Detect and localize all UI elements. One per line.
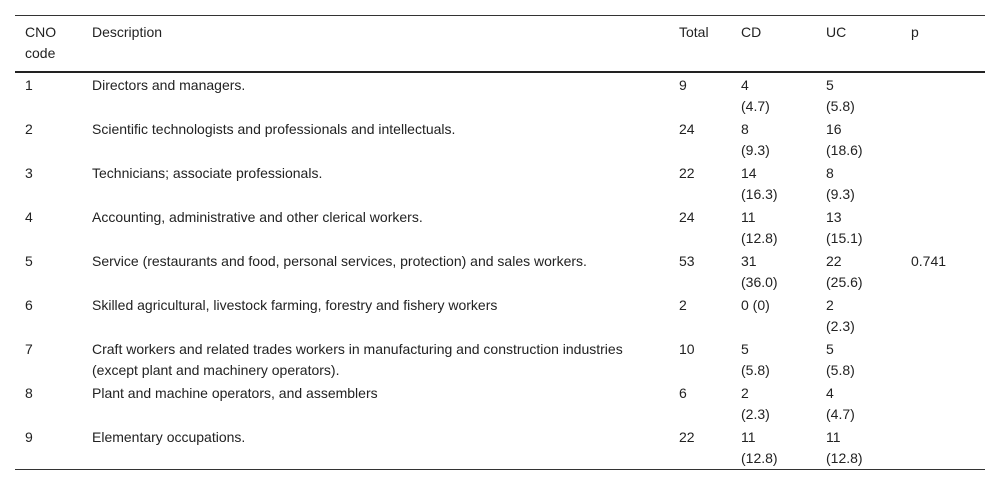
cell-description: Accounting, administrative and other clerical workers.	[92, 209, 423, 225]
cell-uc	[816, 337, 901, 381]
cell-cd	[731, 425, 816, 470]
uc-count: 11	[826, 429, 841, 445]
occupation-table	[15, 15, 985, 470]
uc-count: 22	[826, 253, 842, 269]
cell-code: 5	[25, 253, 33, 269]
cell-code: 8	[25, 385, 33, 401]
cd-percent: (4.7)	[741, 98, 770, 114]
cell-uc	[816, 117, 901, 161]
uc-count: 16	[826, 121, 842, 137]
cd-count: 11	[741, 429, 756, 445]
uc-percent: (5.8)	[826, 362, 855, 378]
cd-count: 31	[741, 253, 757, 269]
uc-count: 5	[826, 77, 834, 93]
cell-cd	[731, 161, 816, 205]
cell-cd	[731, 72, 816, 117]
table-row	[15, 381, 985, 425]
cell-cd	[731, 249, 816, 293]
cell-code: 2	[25, 121, 33, 137]
cell-uc	[816, 425, 901, 470]
cell-description: Skilled agricultural, livestock farming, forestry and fishery workers	[92, 297, 498, 313]
cell-cd	[731, 337, 816, 381]
cell-total: 24	[679, 121, 695, 137]
cell-description: Plant and machine operators, and assemblers	[92, 385, 378, 401]
cell-cd	[731, 293, 816, 337]
cell-uc	[816, 293, 901, 337]
cell-p: 0.741	[911, 253, 947, 269]
cell-p	[901, 337, 985, 381]
cd-count: 2	[741, 385, 749, 401]
header-cno-code: CNO code	[25, 24, 57, 61]
uc-percent: (5.8)	[826, 98, 855, 114]
cell-p	[901, 425, 985, 470]
cell-cd	[731, 205, 816, 249]
cell-code: 7	[25, 341, 33, 357]
cell-total: 10	[679, 341, 695, 357]
uc-count: 5	[826, 341, 834, 357]
cell-p	[901, 381, 985, 425]
cd-count: 14	[741, 165, 757, 181]
table-body	[15, 72, 985, 470]
uc-count: 4	[826, 385, 834, 401]
uc-percent: (2.3)	[826, 318, 855, 334]
cd-percent: (2.3)	[741, 406, 770, 422]
cell-p	[901, 161, 985, 205]
header-row	[15, 16, 985, 73]
table-row	[15, 205, 985, 249]
cell-p	[901, 117, 985, 161]
cell-code: 1	[25, 77, 33, 93]
cd-percent: (5.8)	[741, 362, 770, 378]
uc-count: 2	[826, 297, 834, 313]
uc-count: 8	[826, 165, 834, 181]
table-header	[15, 16, 985, 73]
cd-percent: (16.3)	[741, 186, 778, 202]
cell-total: 2	[679, 297, 687, 313]
cell-code: 4	[25, 209, 33, 225]
cd-count: 8	[741, 121, 749, 137]
cd-percent: (12.8)	[741, 450, 778, 466]
cell-description: Elementary occupations.	[92, 429, 246, 445]
cell-cd	[731, 117, 816, 161]
uc-percent: (12.8)	[826, 450, 863, 466]
cell-uc	[816, 161, 901, 205]
cd-percent: (12.8)	[741, 230, 778, 246]
cell-cd	[731, 381, 816, 425]
cell-p	[901, 293, 985, 337]
cell-p	[901, 72, 985, 117]
table-row	[15, 249, 985, 293]
header-description: Description	[92, 24, 163, 40]
cell-total: 22	[679, 165, 695, 181]
cd-count: 4	[741, 77, 749, 93]
uc-percent: (4.7)	[826, 406, 855, 422]
cell-description: Service (restaurants and food, personal services, protection) and sales workers.	[92, 253, 587, 269]
cell-total: 22	[679, 429, 695, 445]
cell-description: Scientific technologists and professionals and intellectuals.	[92, 121, 456, 137]
cell-code: 9	[25, 429, 33, 445]
cell-uc	[816, 381, 901, 425]
cell-uc	[816, 72, 901, 117]
cd-count: 0 (0)	[741, 297, 770, 313]
cell-description: Directors and managers.	[92, 77, 246, 93]
cell-uc	[816, 205, 901, 249]
header-uc: UC	[826, 24, 847, 40]
cell-total: 6	[679, 385, 687, 401]
cd-count: 5	[741, 341, 749, 357]
uc-percent: (18.6)	[826, 142, 863, 158]
cell-code: 6	[25, 297, 33, 313]
header-cd: CD	[741, 24, 762, 40]
uc-percent: (25.6)	[826, 274, 863, 290]
header-total: Total	[679, 24, 709, 40]
cd-count: 11	[741, 209, 756, 225]
cell-description: Technicians; associate professionals.	[92, 165, 323, 181]
occupation-table-container	[15, 15, 985, 470]
table-row	[15, 337, 985, 381]
cell-total: 9	[679, 77, 687, 93]
cell-description: Craft workers and related trades workers in manufacturing and construction industries (except plant and machinery operators).	[92, 341, 623, 378]
cd-percent: (9.3)	[741, 142, 770, 158]
cell-uc	[816, 249, 901, 293]
uc-percent: (9.3)	[826, 186, 855, 202]
cell-total: 24	[679, 209, 695, 225]
uc-count: 13	[826, 209, 842, 225]
uc-percent: (15.1)	[826, 230, 863, 246]
header-p: p	[911, 24, 919, 40]
cell-p	[901, 205, 985, 249]
cell-total: 53	[679, 253, 695, 269]
table-row	[15, 161, 985, 205]
table-row	[15, 293, 985, 337]
cell-code: 3	[25, 165, 33, 181]
table-row	[15, 425, 985, 470]
table-row	[15, 72, 985, 117]
cd-percent: (36.0)	[741, 274, 778, 290]
table-row	[15, 117, 985, 161]
